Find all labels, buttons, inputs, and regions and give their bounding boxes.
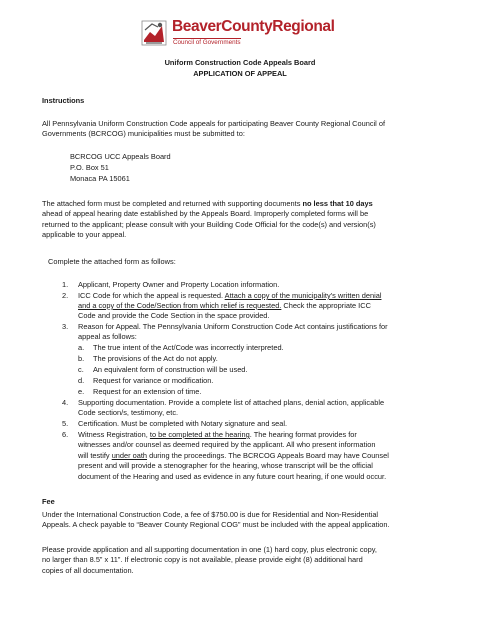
list-item-2-line-1: ICC Code for which the appeal is requested. Attach a copy of the municipality’s written denial — [78, 291, 382, 300]
intro-line-2: Governments (BCRCOG) municipalities must be submitted to: — [42, 129, 245, 138]
list-item-3-line-1: Reason for Appeal. The Pennsylvania Uniform Construction Code Act contains justifications for — [78, 322, 388, 331]
list-number: 5. — [62, 419, 69, 428]
title-line-1: Uniform Construction Code Appeals Board — [164, 58, 316, 67]
fee-line-1: Under the International Construction Code, a fee of $750.00 is due for Residential and Non-Residential — [42, 510, 379, 519]
list-number: 2. — [62, 291, 69, 300]
sublist-letter: c. — [78, 365, 84, 374]
intro-line-1: All Pennsylvania Uniform Construction Code appeals for participating Beaver County Regional Council of — [42, 119, 386, 128]
list-item-6-line-4: present and will provide a stenographer for the hearing, whose transcript will be the official — [78, 461, 373, 470]
final-line-2: no larger than 8.5” x 11”. If electronic copy is not available, please provide eight (8) additional hard — [42, 555, 363, 564]
list-item-6-line-2: witnesses and/or counsel as deemed required by the applicant. All who present information — [78, 440, 376, 449]
para2-line-3: returned to the applicant; please consult with your Building Code Official for the code(s) and version(s) — [42, 220, 376, 229]
list-number: 4. — [62, 398, 69, 407]
sublist-letter: b. — [78, 354, 85, 363]
bcrcog-logo — [140, 18, 340, 48]
logo-name: BeaverCountyRegional — [172, 18, 335, 35]
sublist-item-b: The provisions of the Act do not apply. — [93, 354, 218, 363]
instructions-heading: Instructions — [42, 96, 85, 105]
sublist-item-a: The true intent of the Act/Code was incorrectly interpreted. — [93, 343, 284, 352]
address-line-2: P.O. Box 51 — [70, 163, 109, 172]
para2-line-4: applicable to your appeal. — [42, 230, 127, 239]
list-number: 6. — [62, 430, 69, 439]
final-line-3: copies of all documentation. — [42, 566, 134, 575]
beaver-logo-icon — [140, 18, 168, 48]
list-item-5: Certification. Must be completed with Notary signature and seal. — [78, 419, 288, 428]
list-item-2-line-2: and a copy of the Code/Section from which relief is requested. Check the appropriate ICC — [78, 301, 371, 310]
sublist-letter: e. — [78, 387, 85, 396]
address-line-3: Monaca PA 15061 — [70, 174, 130, 183]
final-line-1: Please provide application and all supporting documentation in one (1) hard copy, plus electronic copy, — [42, 545, 377, 554]
list-item-3-line-2: appeal as follows: — [78, 332, 137, 341]
complete-intro: Complete the attached form as follows: — [48, 257, 176, 266]
list-item-6-line-3: will testify under oath during the proceedings. The BCRCOG Appeals Board may have Counsel — [78, 451, 389, 460]
sublist-item-c: An equivalent form of construction will be used. — [93, 365, 248, 374]
list-item-4-line-2: Code section/s, testimony, etc. — [78, 408, 179, 417]
list-item-1: Applicant, Property Owner and Property Location information. — [78, 280, 280, 289]
sublist-item-e: Request for an extension of time. — [93, 387, 202, 396]
fee-line-2: Appeals. A check payable to “Beaver County Regional COG” must be included with the appeal application. — [42, 520, 390, 529]
list-number: 1. — [62, 280, 69, 289]
para2-line-2: ahead of appeal hearing date established by the Appeals Board. Improperly completed forms will be — [42, 209, 369, 218]
title-line-2: APPLICATION OF APPEAL — [193, 69, 287, 78]
list-item-4-line-1: Supporting documentation. Provide a complete list of attached plans, denial action, applicable — [78, 398, 385, 407]
fee-heading: Fee — [42, 497, 55, 506]
para2-line-1: The attached form must be completed and returned with supporting documents no less that 10 days — [42, 199, 373, 208]
list-item-2-line-3: Code and provide the Code Section in the space provided. — [78, 311, 270, 320]
list-item-6-line-1: Witness Registration, to be completed at the hearing. The hearing format provides for — [78, 430, 357, 439]
logo-subtitle: Council of Governments — [173, 39, 241, 46]
list-item-6-line-5: document of the Hearing and used as evidence in any future court hearing, if one would occur. — [78, 472, 387, 481]
address-line-1: BCRCOG UCC Appeals Board — [70, 152, 171, 161]
sublist-letter: a. — [78, 343, 85, 352]
sublist-item-d: Request for variance or modification. — [93, 376, 214, 385]
list-number: 3. — [62, 322, 69, 331]
sublist-letter: d. — [78, 376, 85, 385]
